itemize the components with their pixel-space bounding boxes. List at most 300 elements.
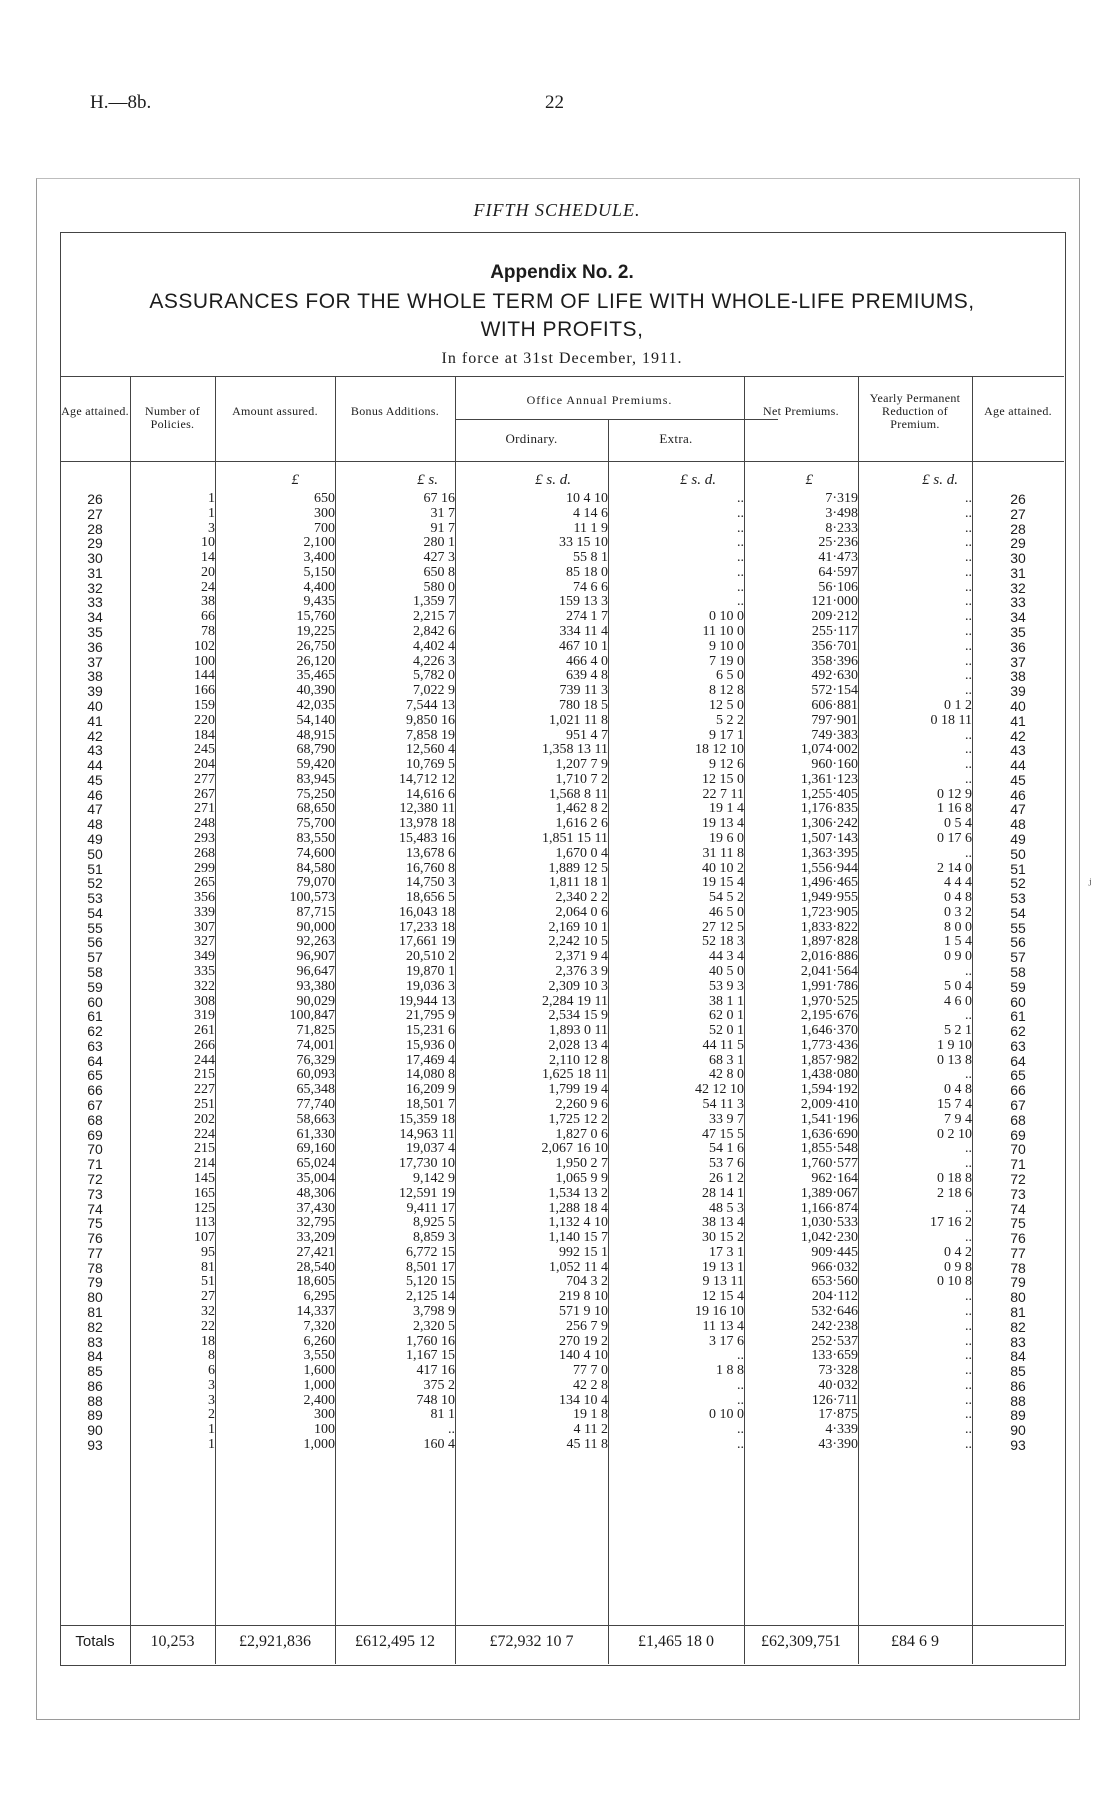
table-heading-continued: WITH PROFITS, <box>480 318 644 341</box>
ordinary-cell: 270 19 2 <box>559 1334 608 1349</box>
policies-cell: 267 <box>194 787 215 802</box>
col-header-bonus: Bonus Additions. <box>350 404 440 418</box>
ordinary-cell: 10 4 10 <box>566 492 608 506</box>
page-number: 22 <box>545 92 564 113</box>
amount-cell: 76,329 <box>296 1053 335 1068</box>
table-row <box>60 1438 1064 1453</box>
yearly-reduction-cell: 0 3 2 <box>944 905 972 920</box>
yearly-reduction-cell: .. <box>965 595 972 610</box>
net-cell: 204·112 <box>811 1290 858 1305</box>
age-cell: 85 <box>87 1364 103 1379</box>
extra-cell: 1 8 8 <box>716 1364 744 1379</box>
schedule-title: FIFTH SCHEDULE. <box>473 200 641 220</box>
age-cell: 93 <box>87 1438 103 1453</box>
age-cell: 36 <box>87 639 103 655</box>
policies-cell: 32 <box>201 1304 215 1319</box>
table-row <box>60 551 1064 566</box>
age-right-cell: 54 <box>1010 905 1026 921</box>
age-right-cell: 74 <box>1010 1201 1026 1217</box>
policies-cell: 215 <box>194 1142 215 1157</box>
table-row <box>60 921 1064 936</box>
age-right-cell: 45 <box>1010 772 1026 788</box>
amount-cell: 15,760 <box>296 610 335 625</box>
bonus-cell: 16,043 18 <box>399 905 455 920</box>
extra-cell: 31 11 8 <box>702 846 744 861</box>
table-subheading: In force at 31st December, 1911. <box>441 350 683 367</box>
bonus-cell: 15,483 16 <box>399 831 455 846</box>
table-body <box>60 492 1064 1453</box>
net-cell: 1,773·436 <box>800 1038 858 1053</box>
extra-cell: .. <box>737 506 744 521</box>
ordinary-cell: 951 4 7 <box>566 728 608 743</box>
amount-cell: 90,000 <box>296 920 335 935</box>
net-cell: 2,009·410 <box>800 1098 858 1113</box>
age-cell: 57 <box>87 950 103 965</box>
bonus-cell: 14,712 12 <box>399 772 455 787</box>
policies-cell: 215 <box>194 1068 215 1083</box>
ordinary-cell: 33 15 10 <box>559 536 608 551</box>
table-row <box>60 802 1064 817</box>
yearly-reduction-cell: .. <box>965 743 972 758</box>
net-cell: 2,195·676 <box>800 1009 858 1024</box>
policies-cell: 107 <box>194 1231 215 1246</box>
yearly-reduction-cell: 1 5 4 <box>944 935 972 950</box>
net-cell: 749·383 <box>811 728 858 743</box>
extra-cell: 28 14 1 <box>702 1186 744 1201</box>
age-cell: 83 <box>87 1334 103 1350</box>
age-cell: 63 <box>87 1038 103 1054</box>
age-right-cell: 76 <box>1010 1231 1026 1246</box>
yearly-reduction-cell: .. <box>965 551 972 566</box>
age-right-cell: 61 <box>1010 1009 1026 1025</box>
age-right-cell: 35 <box>1010 625 1026 640</box>
age-cell: 62 <box>87 1024 103 1039</box>
table-row <box>60 773 1064 788</box>
policies-cell: 102 <box>194 639 215 654</box>
net-cell: 126·711 <box>811 1393 858 1408</box>
ordinary-cell: 2,242 10 5 <box>548 935 608 950</box>
extra-cell: 30 15 2 <box>702 1231 744 1246</box>
amount-cell: 48,306 <box>296 1186 335 1201</box>
table-row <box>60 743 1064 758</box>
age-cell: 42 <box>87 728 103 744</box>
yearly-reduction-cell: .. <box>965 965 972 979</box>
yearly-reduction-cell: 0 10 8 <box>937 1275 972 1290</box>
ordinary-cell: 134 10 4 <box>559 1393 608 1408</box>
bonus-cell: 17,661 19 <box>399 935 455 950</box>
table-row <box>60 891 1064 906</box>
net-cell: 17·875 <box>818 1408 858 1423</box>
age-cell: 38 <box>87 669 103 685</box>
amount-cell: 60,093 <box>296 1068 335 1083</box>
age-cell: 69 <box>87 1127 103 1143</box>
bonus-cell: 8,501 17 <box>406 1260 455 1275</box>
col-header-net: Net Premiums. <box>763 404 839 418</box>
ordinary-cell: 219 8 10 <box>559 1290 608 1305</box>
net-cell: 606·881 <box>811 698 858 713</box>
net-cell: 3·498 <box>825 506 858 521</box>
net-cell: 4·339 <box>825 1423 858 1438</box>
bonus-cell: 15,936 0 <box>406 1038 455 1053</box>
yearly-reduction-cell: 5 0 4 <box>944 979 972 994</box>
net-cell: 1,361·123 <box>800 772 858 787</box>
net-cell: 572·154 <box>811 684 858 699</box>
bonus-cell: 9,142 9 <box>413 1171 455 1186</box>
age-cell: 30 <box>87 551 103 566</box>
amount-cell: 28,540 <box>296 1260 335 1275</box>
bonus-cell: 427 3 <box>423 551 455 566</box>
bonus-cell: 14,750 3 <box>406 876 455 891</box>
age-cell: 64 <box>87 1053 103 1069</box>
table-row <box>60 1009 1064 1024</box>
unit-bonus: £ s. <box>417 472 438 488</box>
policies-cell: 18 <box>201 1334 215 1349</box>
policies-cell: 299 <box>194 861 215 876</box>
policies-cell: 214 <box>194 1157 215 1172</box>
bonus-cell: 18,501 7 <box>406 1098 455 1113</box>
age-cell: 80 <box>87 1290 103 1305</box>
policies-cell: 1 <box>208 492 215 506</box>
net-cell: 1,166·874 <box>800 1201 858 1216</box>
table-row <box>60 817 1064 832</box>
amount-cell: 96,907 <box>296 950 335 965</box>
amount-cell: 40,390 <box>296 684 335 699</box>
appendix-title: Appendix No. 2. <box>490 262 634 283</box>
policies-cell: 184 <box>194 728 215 743</box>
policies-cell: 20 <box>201 565 215 580</box>
policies-cell: 307 <box>194 920 215 935</box>
extra-cell: 6 5 0 <box>716 669 744 684</box>
policies-cell: 22 <box>201 1319 215 1334</box>
ordinary-cell: 2,169 10 1 <box>548 920 608 935</box>
age-cell: 49 <box>87 831 103 847</box>
age-right-cell: 46 <box>1010 787 1026 803</box>
age-right-cell: 42 <box>1010 728 1026 744</box>
age-right-cell: 71 <box>1010 1157 1026 1172</box>
extra-cell: 11 13 4 <box>702 1319 744 1334</box>
extra-cell: .. <box>737 492 744 506</box>
table-row <box>60 522 1064 537</box>
net-cell: 1,042·230 <box>800 1231 858 1246</box>
bonus-cell: 31 7 <box>430 506 455 521</box>
policies-cell: 251 <box>194 1098 215 1113</box>
yearly-reduction-cell: .. <box>965 1068 972 1083</box>
policies-cell: 2 <box>208 1408 215 1423</box>
yearly-reduction-cell: .. <box>965 1393 972 1408</box>
age-right-cell: 90 <box>1010 1423 1026 1438</box>
extra-cell: 19 16 10 <box>695 1304 744 1319</box>
net-cell: 1,991·786 <box>800 979 858 994</box>
extra-cell: 22 7 11 <box>702 787 744 802</box>
net-cell: 8·233 <box>825 521 858 536</box>
age-cell: 82 <box>87 1319 103 1335</box>
net-cell: 1,833·822 <box>800 920 858 935</box>
bonus-cell: 18,656 5 <box>406 891 455 906</box>
age-right-cell: 77 <box>1010 1245 1026 1261</box>
bonus-cell: 9,850 16 <box>406 713 455 728</box>
table-row <box>60 980 1064 995</box>
bonus-cell: 16,209 9 <box>406 1083 455 1098</box>
amount-cell: 1,000 <box>303 1378 335 1393</box>
extra-cell: 27 12 5 <box>702 920 744 935</box>
ordinary-cell: 1,132 4 10 <box>548 1216 608 1231</box>
ordinary-cell: 1,021 11 8 <box>549 713 608 728</box>
ordinary-cell: 42 2 8 <box>573 1378 608 1393</box>
bonus-cell: 19,870 1 <box>406 965 455 979</box>
extra-cell: 46 5 0 <box>709 905 744 920</box>
table-row <box>60 758 1064 773</box>
policies-cell: 227 <box>194 1083 215 1098</box>
policies-cell: 24 <box>201 580 215 595</box>
policies-cell: 244 <box>194 1053 215 1068</box>
ordinary-cell: 1,799 19 4 <box>548 1083 608 1098</box>
ordinary-cell: 2,284 19 11 <box>542 994 608 1009</box>
net-cell: 1,857·982 <box>800 1053 858 1068</box>
net-cell: 255·117 <box>811 625 858 640</box>
bonus-cell: 67 16 <box>423 492 455 506</box>
table-row <box>60 1128 1064 1143</box>
age-cell: 59 <box>87 979 103 995</box>
totals-extra: £1,465 18 0 <box>638 1633 714 1650</box>
age-cell: 33 <box>87 595 103 611</box>
amount-cell: 2,400 <box>303 1393 335 1408</box>
table-row <box>60 1083 1064 1098</box>
extra-cell: 68 3 1 <box>709 1053 744 1068</box>
age-right-cell: 65 <box>1010 1068 1026 1084</box>
amount-cell: 27,421 <box>296 1245 335 1260</box>
ordinary-cell: 992 15 1 <box>559 1245 608 1260</box>
table-row <box>60 1320 1064 1335</box>
age-cell: 60 <box>87 994 103 1010</box>
table-heading: ASSURANCES FOR THE WHOLE TERM OF LIFE WITH WHOLE-LIFE PREMIUMS, <box>149 290 975 313</box>
policies-cell: 349 <box>194 950 215 965</box>
amount-cell: 9,435 <box>303 595 335 610</box>
net-cell: 1,760·577 <box>800 1157 858 1172</box>
net-cell: 1,389·067 <box>800 1186 858 1201</box>
yearly-reduction-cell: .. <box>965 1408 972 1423</box>
amount-cell: 35,004 <box>296 1171 335 1186</box>
age-right-cell: 50 <box>1010 846 1026 862</box>
age-right-cell: 44 <box>1010 758 1026 773</box>
bonus-cell: 19,036 3 <box>406 979 455 994</box>
age-cell: 75 <box>87 1216 103 1232</box>
bonus-cell: 17,469 4 <box>406 1053 455 1068</box>
totals-policies: 10,253 <box>150 1633 195 1650</box>
policies-cell: 3 <box>208 1393 215 1408</box>
table-row <box>60 1335 1064 1350</box>
age-right-cell: 36 <box>1010 639 1026 655</box>
net-cell: 40·032 <box>818 1378 858 1393</box>
yearly-reduction-cell: 0 4 2 <box>944 1245 972 1260</box>
table-row <box>60 1098 1064 1113</box>
yearly-reduction-cell: 0 9 8 <box>944 1260 972 1275</box>
age-right-cell: 64 <box>1010 1053 1026 1069</box>
table-row <box>60 1187 1064 1202</box>
age-right-cell: 26 <box>1010 492 1026 507</box>
ordinary-cell: 2,260 9 6 <box>555 1098 608 1113</box>
age-right-cell: 59 <box>1010 979 1026 995</box>
yearly-reduction-cell: .. <box>965 506 972 521</box>
age-cell: 50 <box>87 846 103 862</box>
table-row <box>60 847 1064 862</box>
amount-cell: 42,035 <box>296 698 335 713</box>
age-right-cell: 53 <box>1010 891 1026 906</box>
amount-cell: 100 <box>314 1423 335 1438</box>
net-cell: 1,723·905 <box>800 905 858 920</box>
policies-cell: 308 <box>194 994 215 1009</box>
bonus-cell: 4,226 3 <box>413 654 455 669</box>
table-row <box>60 1261 1064 1276</box>
yearly-reduction-cell: .. <box>965 684 972 699</box>
extra-cell: .. <box>737 580 744 595</box>
yearly-reduction-cell: .. <box>965 639 972 654</box>
table-row <box>60 729 1064 744</box>
table-row <box>60 699 1064 714</box>
bonus-cell: 417 16 <box>416 1364 455 1379</box>
table-row <box>60 625 1064 640</box>
table-row <box>60 935 1064 950</box>
amount-cell: 71,825 <box>296 1024 335 1039</box>
age-right-cell: 89 <box>1010 1408 1026 1424</box>
age-cell: 26 <box>87 492 103 507</box>
policies-cell: 265 <box>194 876 215 891</box>
yearly-reduction-cell: .. <box>965 1009 972 1024</box>
totals-net: £62,309,751 <box>761 1633 841 1650</box>
col-header-policies: Number of Policies. <box>144 404 201 431</box>
extra-cell: .. <box>737 1393 744 1408</box>
totals-row <box>60 1633 1064 1663</box>
table-row <box>60 492 1064 507</box>
age-right-cell: 57 <box>1010 950 1026 965</box>
age-cell: 79 <box>87 1275 103 1291</box>
yearly-reduction-cell: 0 13 8 <box>937 1053 972 1068</box>
table-row <box>60 906 1064 921</box>
policies-cell: 144 <box>194 669 215 684</box>
age-cell: 72 <box>87 1171 103 1187</box>
yearly-reduction-cell: .. <box>965 1142 972 1157</box>
ordinary-cell: 467 10 1 <box>559 639 608 654</box>
ordinary-cell: 159 13 3 <box>559 595 608 610</box>
age-cell: 32 <box>87 580 103 596</box>
net-cell: 121·000 <box>811 595 858 610</box>
policies-cell: 277 <box>194 772 215 787</box>
age-right-cell: 75 <box>1010 1216 1026 1232</box>
age-right-cell: 86 <box>1010 1378 1026 1394</box>
bonus-cell: 2,125 14 <box>406 1290 455 1305</box>
unit-extra: £ s. d. <box>680 472 716 488</box>
ordinary-cell: 274 1 7 <box>566 610 608 625</box>
extra-cell: 9 10 0 <box>709 639 744 654</box>
bonus-cell: 8,925 5 <box>413 1216 455 1231</box>
age-cell: 39 <box>87 684 103 699</box>
ordinary-cell: 1,670 0 4 <box>555 846 608 861</box>
bonus-cell: 4,402 4 <box>413 639 455 654</box>
ordinary-cell: 1,625 18 11 <box>542 1068 608 1083</box>
ordinary-cell: 1,827 0 6 <box>555 1127 608 1142</box>
age-cell: 65 <box>87 1068 103 1084</box>
ordinary-cell: 2,534 15 9 <box>548 1009 608 1024</box>
policies-cell: 3 <box>208 521 215 536</box>
policies-cell: 165 <box>194 1186 215 1201</box>
ordinary-cell: 256 7 9 <box>566 1319 608 1334</box>
bonus-cell: 1,167 15 <box>406 1349 455 1364</box>
policies-cell: 248 <box>194 817 215 832</box>
policies-cell: 224 <box>194 1127 215 1142</box>
extra-cell: 3 17 6 <box>709 1334 744 1349</box>
bonus-cell: 12,380 11 <box>399 802 455 817</box>
yearly-reduction-cell: .. <box>965 1423 972 1438</box>
age-right-cell: 84 <box>1010 1349 1026 1365</box>
age-right-cell: 55 <box>1010 920 1026 936</box>
extra-cell: 9 13 11 <box>702 1275 744 1290</box>
bonus-cell: 3,798 9 <box>413 1304 455 1319</box>
table-row <box>60 595 1064 610</box>
table-row <box>60 1216 1064 1231</box>
amount-cell: 1,600 <box>303 1364 335 1379</box>
net-cell: 358·396 <box>811 654 858 669</box>
bonus-cell: 20,510 2 <box>406 950 455 965</box>
amount-cell: 33,209 <box>296 1231 335 1246</box>
age-cell: 73 <box>87 1186 103 1202</box>
table-row <box>60 566 1064 581</box>
yearly-reduction-cell: .. <box>965 846 972 861</box>
net-cell: 2,041·564 <box>800 965 858 979</box>
col-header-amount: Amount assured. <box>232 404 318 418</box>
age-cell: 43 <box>87 743 103 759</box>
amount-cell: 61,330 <box>296 1127 335 1142</box>
table-row <box>60 581 1064 596</box>
yearly-reduction-cell: 0 1 2 <box>944 698 972 713</box>
age-cell: 77 <box>87 1245 103 1261</box>
ordinary-cell: 2,067 16 10 <box>541 1142 608 1157</box>
table-row <box>60 965 1064 980</box>
extra-cell: 53 7 6 <box>709 1157 744 1172</box>
amount-cell: 7,320 <box>303 1319 335 1334</box>
extra-cell: 19 1 4 <box>709 802 744 817</box>
ordinary-cell: 140 4 10 <box>559 1349 608 1364</box>
col-header-yearly: Yearly Permanent Reduction of Premium. <box>869 391 961 431</box>
yearly-reduction-cell: 2 14 0 <box>937 861 972 876</box>
net-cell: 653·560 <box>811 1275 858 1290</box>
ordinary-cell: 1,851 15 11 <box>542 831 608 846</box>
extra-cell: 48 5 3 <box>709 1201 744 1216</box>
net-cell: 1,594·192 <box>800 1083 858 1098</box>
col-header-office-premiums: Office Annual Premiums. <box>526 393 673 407</box>
table-row <box>60 1364 1064 1379</box>
extra-cell: 8 12 8 <box>709 684 744 699</box>
extra-cell: 9 17 1 <box>709 728 744 743</box>
ordinary-cell: 45 11 8 <box>566 1438 608 1452</box>
policies-cell: 319 <box>194 1009 215 1024</box>
age-right-cell: 37 <box>1010 654 1026 670</box>
extra-cell: 62 0 1 <box>709 1009 744 1024</box>
policies-cell: 271 <box>194 802 215 817</box>
age-right-cell: 31 <box>1010 565 1026 581</box>
net-cell: 1,970·525 <box>800 994 858 1009</box>
table-row <box>60 1113 1064 1128</box>
ordinary-cell: 1,534 13 2 <box>548 1186 608 1201</box>
net-cell: 1,363·395 <box>800 846 858 861</box>
yearly-reduction-cell: .. <box>965 758 972 773</box>
policies-cell: 356 <box>194 891 215 906</box>
amount-cell: 100,573 <box>289 891 335 906</box>
ordinary-cell: 2,371 9 4 <box>555 950 608 965</box>
yearly-reduction-cell: .. <box>965 565 972 580</box>
bonus-cell: 14,080 8 <box>406 1068 455 1083</box>
bonus-cell: 8,859 3 <box>413 1231 455 1246</box>
amount-cell: 26,750 <box>296 639 335 654</box>
policies-cell: 38 <box>201 595 215 610</box>
